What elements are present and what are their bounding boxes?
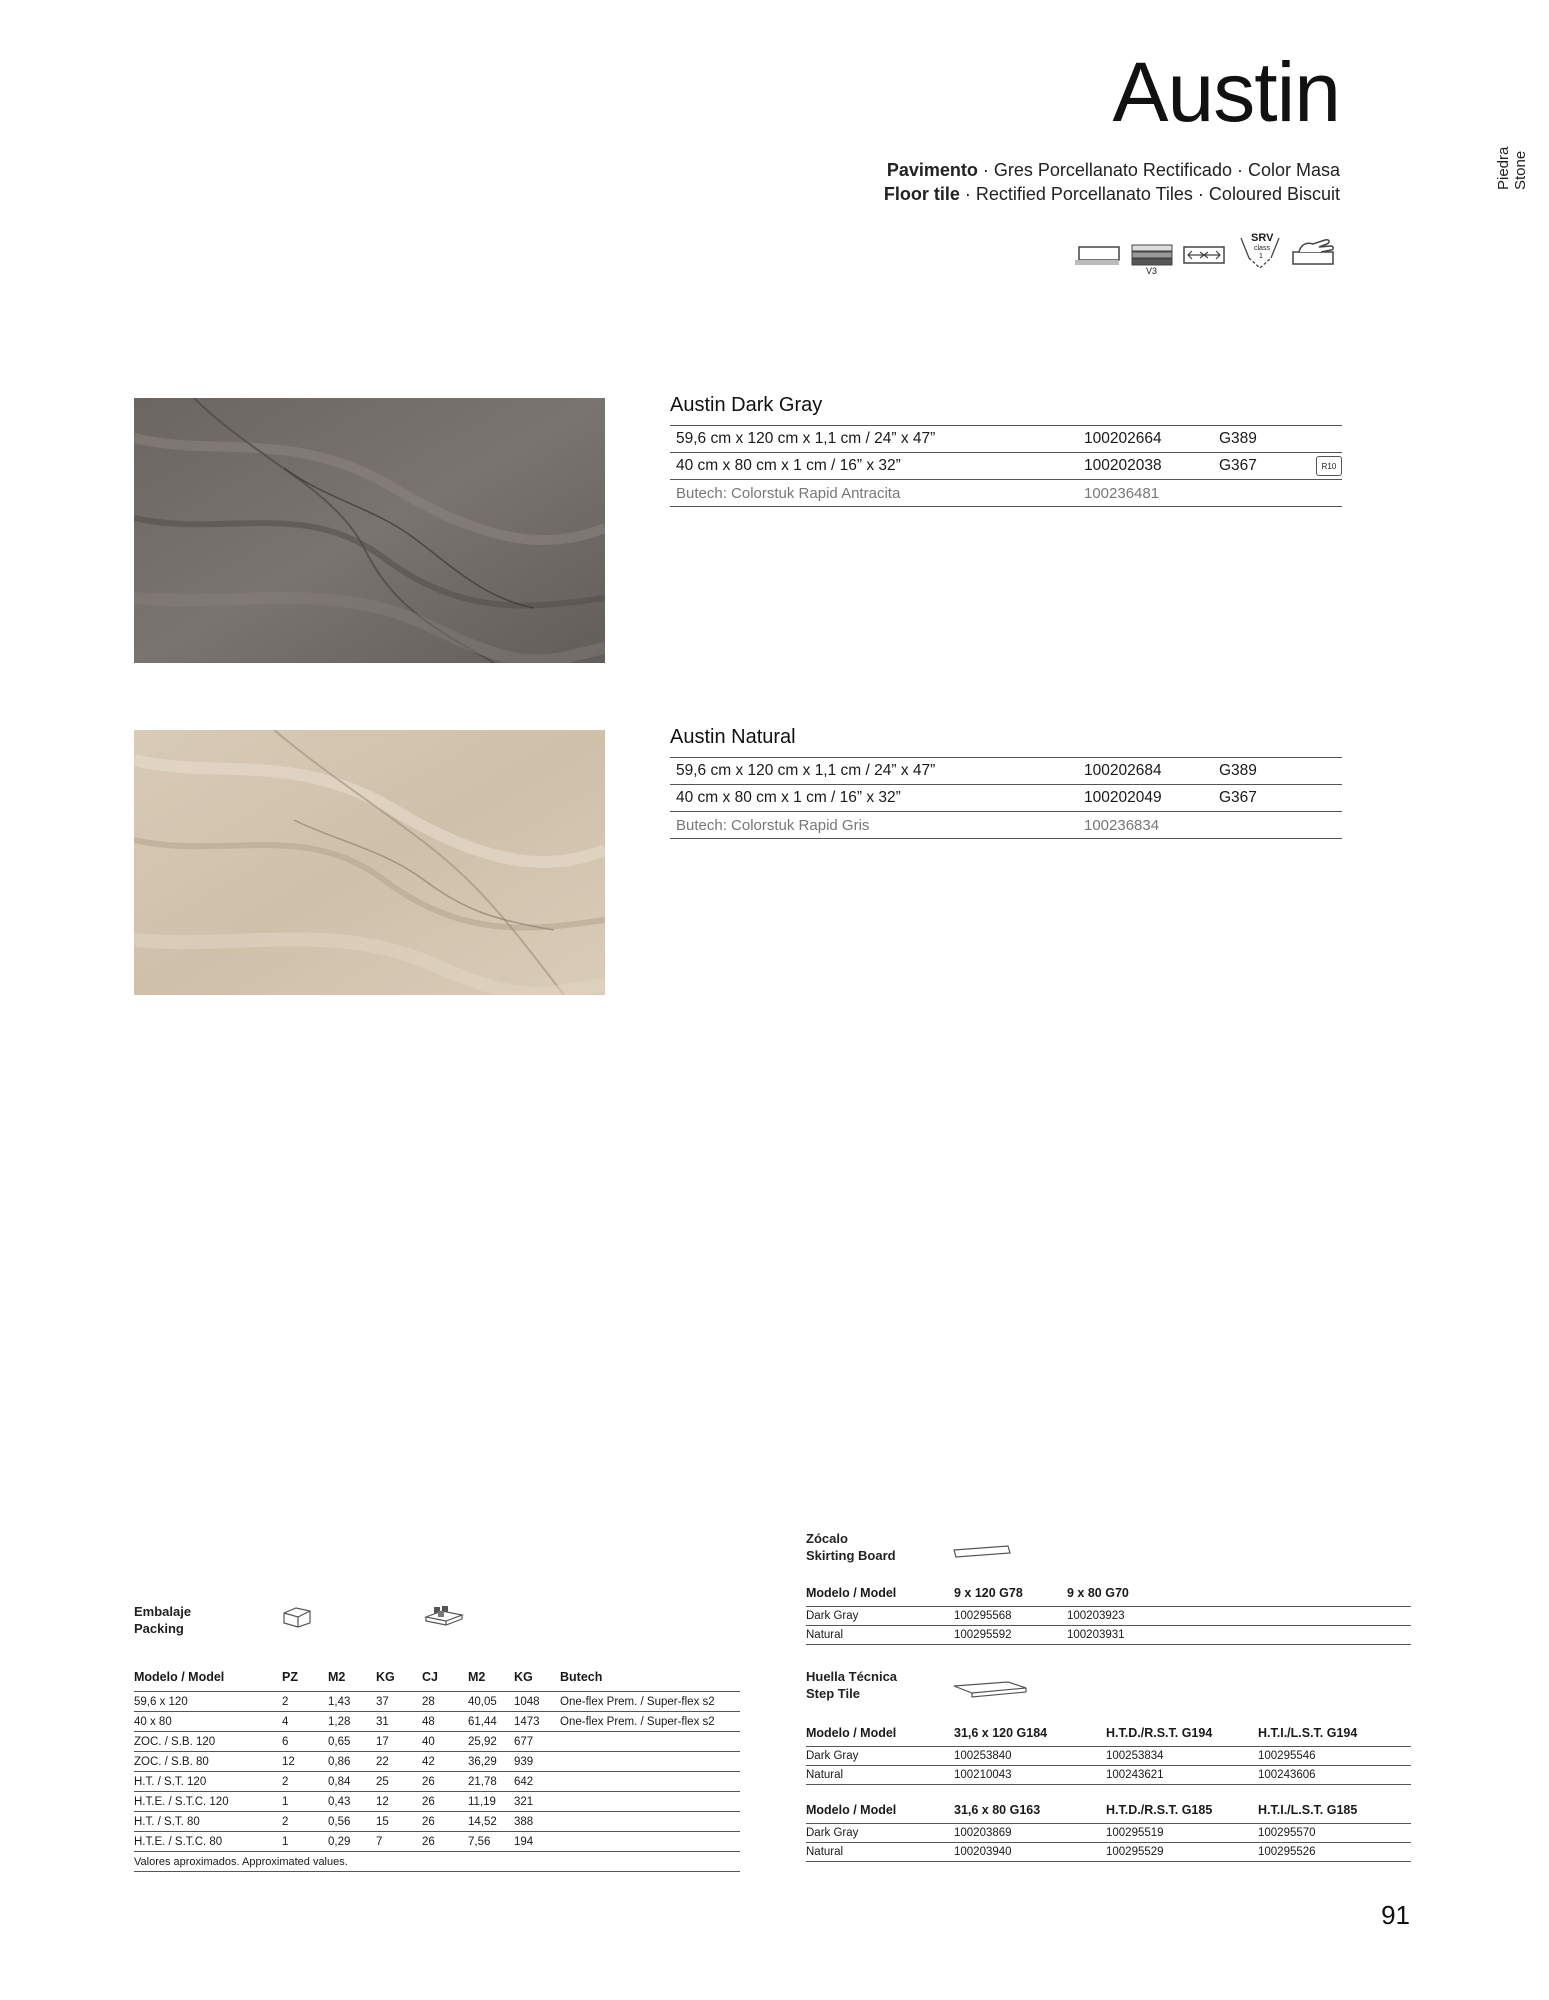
product-row <box>670 784 1342 811</box>
product-size: Butech: Colorstuk Rapid Gris <box>676 816 870 834</box>
product-code: 100236481 <box>1084 484 1160 502</box>
col-header: PZ <box>282 1670 298 1684</box>
packing-header-row <box>134 1663 740 1692</box>
step-tile-table-80 <box>806 1797 1411 1862</box>
product-group: G367 <box>1219 789 1257 806</box>
cell: 4 <box>282 1712 328 1732</box>
cell: 12 <box>282 1752 328 1772</box>
cell: Dark Gray <box>806 1747 954 1766</box>
cell: 0,29 <box>328 1832 376 1852</box>
col-header: M2 <box>468 1670 486 1684</box>
floor-tile-icon <box>1073 245 1121 267</box>
step-tile-table-120 <box>806 1720 1411 1785</box>
page-title: Austin <box>1112 45 1340 139</box>
cell: One-flex Prem. / Super-flex s2 <box>560 1712 740 1732</box>
product-group: G389 <box>1219 430 1257 447</box>
skirting-icon <box>952 1544 1012 1560</box>
cell: 15 <box>376 1812 422 1832</box>
slip-resistance-badge: R10 <box>1316 456 1342 476</box>
table-row <box>806 1747 1411 1766</box>
hand-test-icon <box>1291 236 1337 268</box>
cell <box>560 1832 740 1852</box>
srv-label-1: SRV <box>1251 232 1274 244</box>
col-header: H.T.I./L.S.T. G185 <box>1258 1803 1358 1817</box>
col-header: 9 x 80 G70 <box>1067 1586 1129 1600</box>
skirting-table <box>806 1580 1411 1645</box>
cell: 100295546 <box>1258 1747 1411 1766</box>
cell <box>560 1772 740 1792</box>
cell: 37 <box>376 1692 422 1712</box>
cell: 6 <box>282 1732 328 1752</box>
cell: 100295526 <box>1258 1843 1411 1862</box>
product-code: 100236834 <box>1084 816 1160 834</box>
table-row <box>806 1607 1411 1626</box>
col-header: 31,6 x 80 G163 <box>954 1803 1041 1817</box>
product-size: 40 cm x 80 cm x 1 cm / 16” x 32” <box>676 789 901 806</box>
product-row <box>670 757 1342 784</box>
step-tile-header-row <box>806 1797 1411 1824</box>
col-header: Modelo / Model <box>806 1586 897 1600</box>
v3-label: V3 <box>1146 266 1158 276</box>
table-row <box>134 1812 740 1832</box>
pallet-icon <box>422 1603 466 1629</box>
product-group: G367 <box>1219 457 1257 474</box>
product-size: 59,6 cm x 120 cm x 1,1 cm / 24” x 47” <box>676 430 936 447</box>
cell: 26 <box>422 1832 468 1852</box>
product-size: 59,6 cm x 120 cm x 1,1 cm / 24” x 47” <box>676 762 936 779</box>
product-natural <box>670 726 1342 839</box>
table-row <box>134 1772 740 1792</box>
cell: 100295568 <box>954 1607 1067 1626</box>
swatch-dark-gray <box>134 398 605 663</box>
subtitle-english-rest: · Rectified Porcellanato Tiles · Coloured Biscuit <box>959 184 1340 204</box>
cell: ZOC. / S.B. 80 <box>134 1752 282 1772</box>
subtitle-spanish <box>887 158 1340 182</box>
cell: 48 <box>422 1712 468 1732</box>
cell: 40 <box>422 1732 468 1752</box>
cell: 2 <box>282 1692 328 1712</box>
table-row <box>806 1824 1411 1843</box>
cell: 100295519 <box>1106 1824 1258 1843</box>
cell: 100203923 <box>1067 1607 1411 1626</box>
subtitle-spanish-rest: · Gres Porcellanato Rectificado · Color Masa <box>977 160 1340 180</box>
cell: 25 <box>376 1772 422 1792</box>
cell: 26 <box>422 1772 468 1792</box>
cell: Dark Gray <box>806 1607 954 1626</box>
cell: 40 x 80 <box>134 1712 282 1732</box>
cell: 25,92 <box>468 1732 514 1752</box>
spec-icons <box>1073 232 1349 276</box>
step-tile-section <box>806 1668 1411 1862</box>
col-header: Modelo / Model <box>806 1803 897 1817</box>
side-tab <box>1495 147 1529 190</box>
subtitle-english <box>884 182 1340 206</box>
subtitle-english-bold: Floor tile <box>883 184 960 204</box>
product-row <box>670 425 1342 452</box>
product-rows <box>670 425 1342 507</box>
rectified-icon <box>1183 245 1225 265</box>
cell: 100243621 <box>1106 1766 1258 1785</box>
col-header: Butech <box>560 1670 603 1684</box>
cell: 21,78 <box>468 1772 514 1792</box>
srv-label-2: class <box>1254 245 1270 252</box>
product-rows <box>670 757 1342 839</box>
cell: 1 <box>282 1832 328 1852</box>
packing-section <box>134 1603 740 1872</box>
col-header: H.T.I./L.S.T. G194 <box>1258 1726 1358 1740</box>
skirting-header <box>806 1530 1411 1580</box>
page-number: 91 <box>1381 1900 1410 1930</box>
cell: 7 <box>376 1832 422 1852</box>
cell: 939 <box>514 1752 560 1772</box>
cell: 100295529 <box>1106 1843 1258 1862</box>
product-row <box>670 811 1342 839</box>
cell: 1,43 <box>328 1692 376 1712</box>
side-tab-line1: Piedra <box>1495 146 1512 190</box>
cell: 100210043 <box>954 1766 1106 1785</box>
cell: 0,86 <box>328 1752 376 1772</box>
cell: 26 <box>422 1792 468 1812</box>
col-header: Modelo / Model <box>134 1670 225 1684</box>
cell: ZOC. / S.B. 120 <box>134 1732 282 1752</box>
cell: 100203869 <box>954 1824 1106 1843</box>
col-header: KG <box>514 1670 533 1684</box>
packing-table <box>134 1663 740 1872</box>
product-size: Butech: Colorstuk Rapid Antracita <box>676 484 901 502</box>
subtitle-spanish-bold: Pavimento <box>886 160 978 180</box>
col-header: 31,6 x 120 G184 <box>954 1726 1048 1740</box>
cell: 17 <box>376 1732 422 1752</box>
cell: 2 <box>282 1812 328 1832</box>
col-header: CJ <box>422 1670 438 1684</box>
cell: 321 <box>514 1792 560 1812</box>
cell: 100203940 <box>954 1843 1106 1862</box>
col-header: 9 x 120 G78 <box>954 1586 1023 1600</box>
packing-label-en: Packing <box>134 1621 184 1636</box>
cell: Natural <box>806 1626 954 1645</box>
product-row <box>670 479 1342 507</box>
cell: 42 <box>422 1752 468 1772</box>
cell <box>560 1812 740 1832</box>
cell: 0,65 <box>328 1732 376 1752</box>
packing-label-es: Embalaje <box>134 1604 192 1619</box>
cell: 31 <box>376 1712 422 1732</box>
product-dark-gray <box>670 394 1342 507</box>
table-row <box>134 1792 740 1812</box>
table-row <box>134 1752 740 1772</box>
product-code: 100202664 <box>1084 430 1162 447</box>
skirting-label-en: Skirting Board <box>806 1548 896 1563</box>
step-tile-header-row <box>806 1720 1411 1747</box>
cell: H.T.E. / S.T.C. 120 <box>134 1792 282 1812</box>
swatch-natural <box>134 730 605 995</box>
cell: 100253834 <box>1106 1747 1258 1766</box>
cell: 100295570 <box>1258 1824 1411 1843</box>
table-row <box>806 1843 1411 1862</box>
cell: 0,43 <box>328 1792 376 1812</box>
cell: 194 <box>514 1832 560 1852</box>
cell: 100253840 <box>954 1747 1106 1766</box>
table-row <box>134 1712 740 1732</box>
skirting-section <box>806 1530 1411 1645</box>
cell: 26 <box>422 1812 468 1832</box>
cell: 1473 <box>514 1712 560 1732</box>
cell: 22 <box>376 1752 422 1772</box>
cell <box>560 1792 740 1812</box>
srv-label-3: 1 <box>1259 253 1263 260</box>
cell: 36,29 <box>468 1752 514 1772</box>
cell: 11,19 <box>468 1792 514 1812</box>
skirting-header-row <box>806 1580 1411 1607</box>
col-header: H.T.D./R.S.T. G185 <box>1106 1803 1213 1817</box>
table-row <box>134 1732 740 1752</box>
table-row <box>134 1692 740 1712</box>
product-code: 100202684 <box>1084 762 1162 779</box>
cell: H.T. / S.T. 80 <box>134 1812 282 1832</box>
packing-note: Valores aproximados. Approximated values. <box>134 1852 740 1872</box>
cell: H.T.E. / S.T.C. 80 <box>134 1832 282 1852</box>
cell <box>560 1732 740 1752</box>
shade-variation-icon <box>1131 244 1173 266</box>
cell: 0,56 <box>328 1812 376 1832</box>
product-code: 100202049 <box>1084 789 1162 806</box>
cell: 61,44 <box>468 1712 514 1732</box>
step-tile-icon <box>952 1680 1028 1700</box>
cell: Dark Gray <box>806 1824 954 1843</box>
skirting-label-es: Zócalo <box>806 1531 848 1546</box>
cell <box>560 1752 740 1772</box>
col-header: KG <box>376 1670 395 1684</box>
step-tile-header <box>806 1668 1411 1720</box>
product-group: G389 <box>1219 762 1257 779</box>
cell: H.T. / S.T. 120 <box>134 1772 282 1792</box>
cell: 100295592 <box>954 1626 1067 1645</box>
cell: 642 <box>514 1772 560 1792</box>
side-tab-line2: Stone <box>1512 150 1529 190</box>
cell: 1 <box>282 1792 328 1812</box>
cell: 388 <box>514 1812 560 1832</box>
cell: 677 <box>514 1732 560 1752</box>
cell: 7,56 <box>468 1832 514 1852</box>
cell: Natural <box>806 1766 954 1785</box>
col-header: Modelo / Model <box>806 1726 897 1740</box>
table-row <box>806 1766 1411 1785</box>
step-tile-label-es: Huella Técnica <box>806 1669 898 1684</box>
col-header: M2 <box>328 1670 346 1684</box>
product-name: Austin Natural <box>670 726 796 748</box>
cell: 1048 <box>514 1692 560 1712</box>
box-icon <box>282 1605 312 1629</box>
cell: 28 <box>422 1692 468 1712</box>
step-tile-label-en: Step Tile <box>806 1686 860 1701</box>
cell: 1,28 <box>328 1712 376 1732</box>
cell: 40,05 <box>468 1692 514 1712</box>
packing-note-row <box>134 1852 740 1872</box>
product-size: 40 cm x 80 cm x 1 cm / 16” x 32” <box>676 457 901 474</box>
cell: Natural <box>806 1843 954 1862</box>
cell: 100203931 <box>1067 1626 1411 1645</box>
cell: 14,52 <box>468 1812 514 1832</box>
packing-header <box>134 1603 740 1663</box>
col-header: H.T.D./R.S.T. G194 <box>1106 1726 1213 1740</box>
cell: 59,6 x 120 <box>134 1692 282 1712</box>
table-row <box>806 1626 1411 1645</box>
product-code: 100202038 <box>1084 457 1162 474</box>
table-row <box>134 1832 740 1852</box>
product-row <box>670 452 1342 479</box>
cell: 2 <box>282 1772 328 1792</box>
cell: 100243606 <box>1258 1766 1411 1785</box>
cell: 12 <box>376 1792 422 1812</box>
cell: 0,84 <box>328 1772 376 1792</box>
cell: One-flex Prem. / Super-flex s2 <box>560 1692 740 1712</box>
product-name: Austin Dark Gray <box>670 394 823 416</box>
